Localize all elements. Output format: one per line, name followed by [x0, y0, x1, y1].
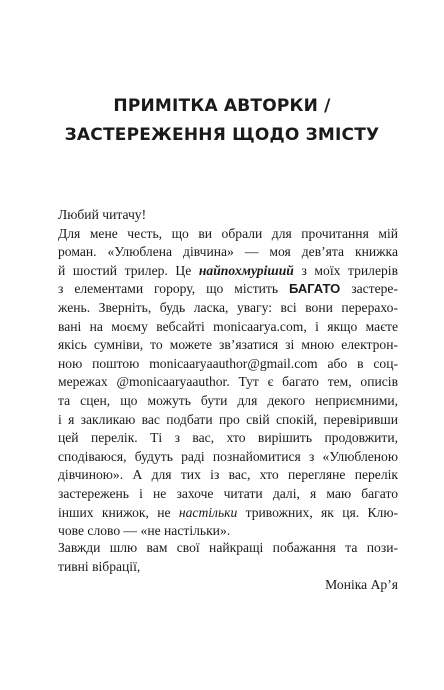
paragraph-line: застережень і не захоче читати далі, я маю багато — [58, 485, 398, 501]
paragraph-line: дівчиною». А для тих із вас, хто перегляне перелік — [58, 467, 398, 483]
text-run: з моїх трилерів — [293, 262, 398, 278]
paragraph-line: ною поштою monicaaryaauthor@gmail.com або в соц- — [58, 355, 398, 371]
paragraph-line: якісь сумніви, то можете зв’язатися зі мною електрон- — [58, 337, 398, 353]
text-run: застере- — [340, 281, 398, 297]
paragraph-line — [58, 504, 398, 523]
emphasis-many: БАГАТО — [289, 281, 341, 297]
closing-paragraph — [58, 539, 398, 576]
closing-line: тивні вібрації, — [58, 558, 141, 574]
author-signature: Моніка Ар’я — [325, 577, 398, 592]
letter-body — [58, 206, 398, 541]
paragraph-line: чове слово — «не настільки». — [58, 523, 231, 539]
text-run: інших книжок, не — [58, 504, 179, 520]
text-run: тривожних, як ця. Клю- — [237, 504, 398, 520]
text-run: й шостий трилер. Це — [58, 262, 199, 278]
paragraph-line: вані на моєму вебсайті monicaarya.com, і якщо маєте — [58, 318, 398, 334]
paragraph-line: та сцен, що можуть бути для декого неприємними, — [58, 392, 398, 408]
paragraph-line: мережах @monicaaryaauthor. Тут є багато тем, описів — [58, 374, 398, 390]
heading-line-1: ПРИМІТКА АВТОРКИ / — [113, 96, 331, 116]
paragraph-line — [58, 280, 398, 299]
paragraph-line: роман. «Улюблена дівчина» — моя дев’ята книжка — [58, 244, 398, 260]
paragraph-line: сподіваюся, будуть раді познайомитися з «Улюбленою — [58, 448, 398, 464]
heading-line-2: ЗАСТЕРЕЖЕННЯ ЩОДО ЗМІСТУ — [64, 125, 380, 145]
closing-line: Завжди шлю вам свої найкращі побажання та пози- — [58, 540, 398, 555]
emphasis-darkest: найпохмуріший — [198, 262, 294, 278]
paragraph-line: і я закликаю вас подбати про свій спокій, перевіривши — [58, 411, 398, 427]
paragraph-line — [58, 262, 398, 281]
paragraph-line: Для мене честь, що ви обрали для прочитання мій — [58, 225, 398, 241]
greeting: Любий читачу! — [58, 207, 147, 222]
paragraph-line: цей перелік. Ті з вас, хто вирішить продовжити, — [58, 430, 398, 446]
paragraph-line: жень. Зверніть, будь ласка, увагу: всі вони перерахо- — [58, 299, 398, 315]
emphasis-so: настільки — [178, 504, 238, 520]
text-run: з елементами горору, що містить — [58, 281, 289, 297]
